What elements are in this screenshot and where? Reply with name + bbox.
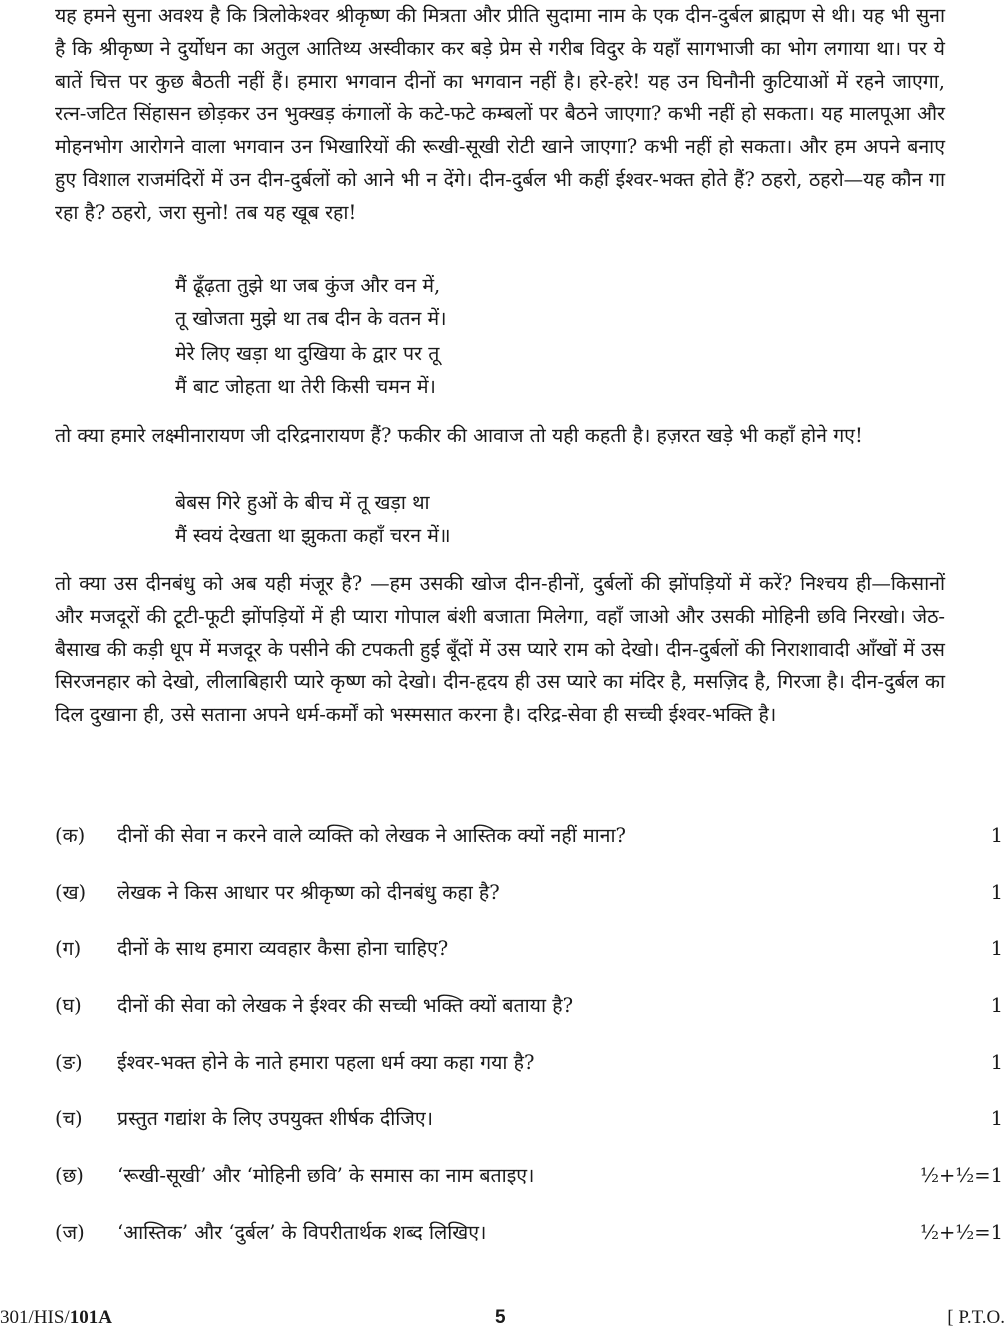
question-label: (क)	[55, 824, 86, 847]
passage-paragraph-3: तो क्या उस दीनबंधु को अब यही मंजूर है? —हम उसकी खोज दीन-हीनों, दुर्बलों की झोंपड़ियों में करें? निश्चय ही—किसानों और मजदूरों की टूटी-फूटी झोंपड़ियों में ही प्यारा गोपाल बंशी बजाता मिलेगा, वहाँ जाओ और उसकी मोहिनी छवि निरखो। जेठ-बैसाख की कड़ी धूप में मजदूर के पसीने की टपकती हुई बूँदों में उस प्यारे राम को देखो। दीन-दुर्बलों की निराशावादी आँखों में उस सिरजनहार को देखो, लीलाबिहारी प्यारे कृष्ण को देखो। दीन-हृदय ही उस प्यारे का मंदिर है, मसज़िद है, गिरजा है। दीन-दुर्बल का दिल दुखाना ही, उसे सताना अपने धर्म-कर्मों को भस्मसात करना है। दरिद्र-सेवा ही सच्ची ईश्वर-भक्ति है।	[55, 572, 945, 727]
poem-stanza-1	[175, 270, 447, 335]
question-item	[55, 933, 1003, 990]
question-label: (ज)	[55, 1220, 85, 1244]
question-marks: 1	[990, 1050, 1003, 1074]
poem-line: मैं बाट जोहता था तेरी किसी चमन में।	[175, 374, 436, 398]
poem-stanza-2	[175, 338, 439, 403]
question-marks: ½+½=1	[920, 1220, 1003, 1244]
question-text: दीनों की सेवा न करने वाले व्यक्ति को लेखक ने आस्तिक क्यों नहीं माना?	[117, 824, 626, 847]
question-text: प्रस्तुत गद्यांश के लिए उपयुक्त शीर्षक दीजिए।	[117, 1107, 434, 1131]
question-text: ‘आस्तिक’ और ‘दुर्बल’ के विपरीतार्थक शब्द लिखिए।	[117, 1220, 487, 1244]
question-item	[55, 1217, 1003, 1274]
poem-line: मैं स्वयं देखता था झुकता कहाँ चरन में॥	[175, 523, 451, 547]
question-item	[55, 1103, 1003, 1160]
question-text: ‘रूखी-सूखी’ और ‘मोहिनी छवि’ के समास का नाम बताइए।	[117, 1164, 535, 1188]
question-label: (छ)	[55, 1164, 84, 1188]
passage-paragraph-2: तो क्या हमारे लक्ष्मीनारायण जी दरिद्रनारायण हैं? फकीर की आवाज तो यही कहती है। हज़रत खड़े भी कहाँ होने गए!	[55, 424, 863, 447]
question-item	[55, 990, 1003, 1047]
question-marks: 1	[990, 937, 1003, 961]
question-item	[55, 1047, 1003, 1104]
page-number: 5	[495, 1307, 506, 1328]
question-text: दीनों के साथ हमारा व्यवहार कैसा होना चाहिए?	[117, 937, 449, 961]
question-label: (ख)	[55, 880, 87, 904]
poem-line: मैं ढूँढ़ता तुझे था जब कुंज और वन में,	[175, 274, 441, 297]
poem-line: बेबस गिरे हुओं के बीच में तू खड़ा था	[175, 491, 430, 514]
question-marks: 1	[990, 1107, 1003, 1131]
question-marks: ½+½=1	[920, 1164, 1003, 1188]
question-item	[55, 877, 1003, 934]
question-label: (ग)	[55, 937, 82, 961]
passage-paragraph-1: यह हमने सुना अवश्य है कि त्रिलोकेश्वर श्रीकृष्ण की मित्रता और प्रीति सुदामा नाम के एक दीन-दुर्बल ब्राह्मण से थी। यह भी सुना है कि श्रीकृष्ण ने दुर्योधन का अतुल आतिथ्य अस्वीकार कर बड़े प्रेम से गरीब विदुर के यहाँ सागभाजी का भोग लगाया था। पर ये बातें चित्त पर कुछ बैठती नहीं हैं। हमारा भगवान दीनों का भगवान नहीं है। हरे-हरे! यह उन घिनौनी कुटियाओं में रहने जाएगा, रत्न-जटित सिंहासन छोड़कर उन भुक्खड़ कंगालों के कटे-फटे कम्बलों पर बैठने जाएगा? कभी नहीं हो सकता। यह मालपूआ और मोहनभोग आरोगने वाला भगवान उन भिखारियों की रूखी-सूखी रोटी खाने जाएगा? कभी नहीं हो सकता। और हम अपने बनाए हुए विशाल राजमंदिरों में उन दीन-दुर्बलों को आने भी न देंगे। दीन-दुर्बल भी कहीं ईश्वर-भक्त होते हैं? ठहरो, ठहरो—यह कौन गा रहा है? ठहरो, जरा सुनो! तब यह खूब रहा!	[55, 4, 945, 224]
paper-code-prefix: 301/HIS/	[0, 1307, 70, 1328]
question-marks: 1	[990, 994, 1003, 1018]
question-text: लेखक ने किस आधार पर श्रीकृष्ण को दीनबंधु कहा है?	[117, 880, 500, 904]
question-list	[55, 820, 1003, 1274]
pto-label: [ P.T.O.	[947, 1307, 1005, 1328]
question-item	[55, 820, 1003, 877]
question-text: ईश्वर-भक्त होने के नाते हमारा पहला धर्म क्या कहा गया है?	[117, 1050, 535, 1074]
question-label: (च)	[55, 1107, 83, 1131]
question-marks: 1	[990, 824, 1003, 847]
page-footer	[0, 1305, 1005, 1330]
question-item	[55, 1160, 1003, 1217]
paper-code	[0, 1305, 112, 1330]
question-label: (ङ)	[55, 1050, 83, 1074]
question-label: (घ)	[55, 994, 82, 1018]
poem-line: तू खोजता मुझे था तब दीन के वतन में।	[175, 306, 447, 330]
question-marks: 1	[990, 880, 1003, 904]
poem-line: मेरे लिए खड़ा था दुखिया के द्वार पर तू	[175, 342, 440, 365]
poem-stanza-3	[175, 487, 451, 552]
question-text: दीनों की सेवा को लेखक ने ईश्वर की सच्ची भक्ति क्यों बताया है?	[117, 994, 574, 1018]
paper-code-bold: 101A	[69, 1307, 112, 1328]
